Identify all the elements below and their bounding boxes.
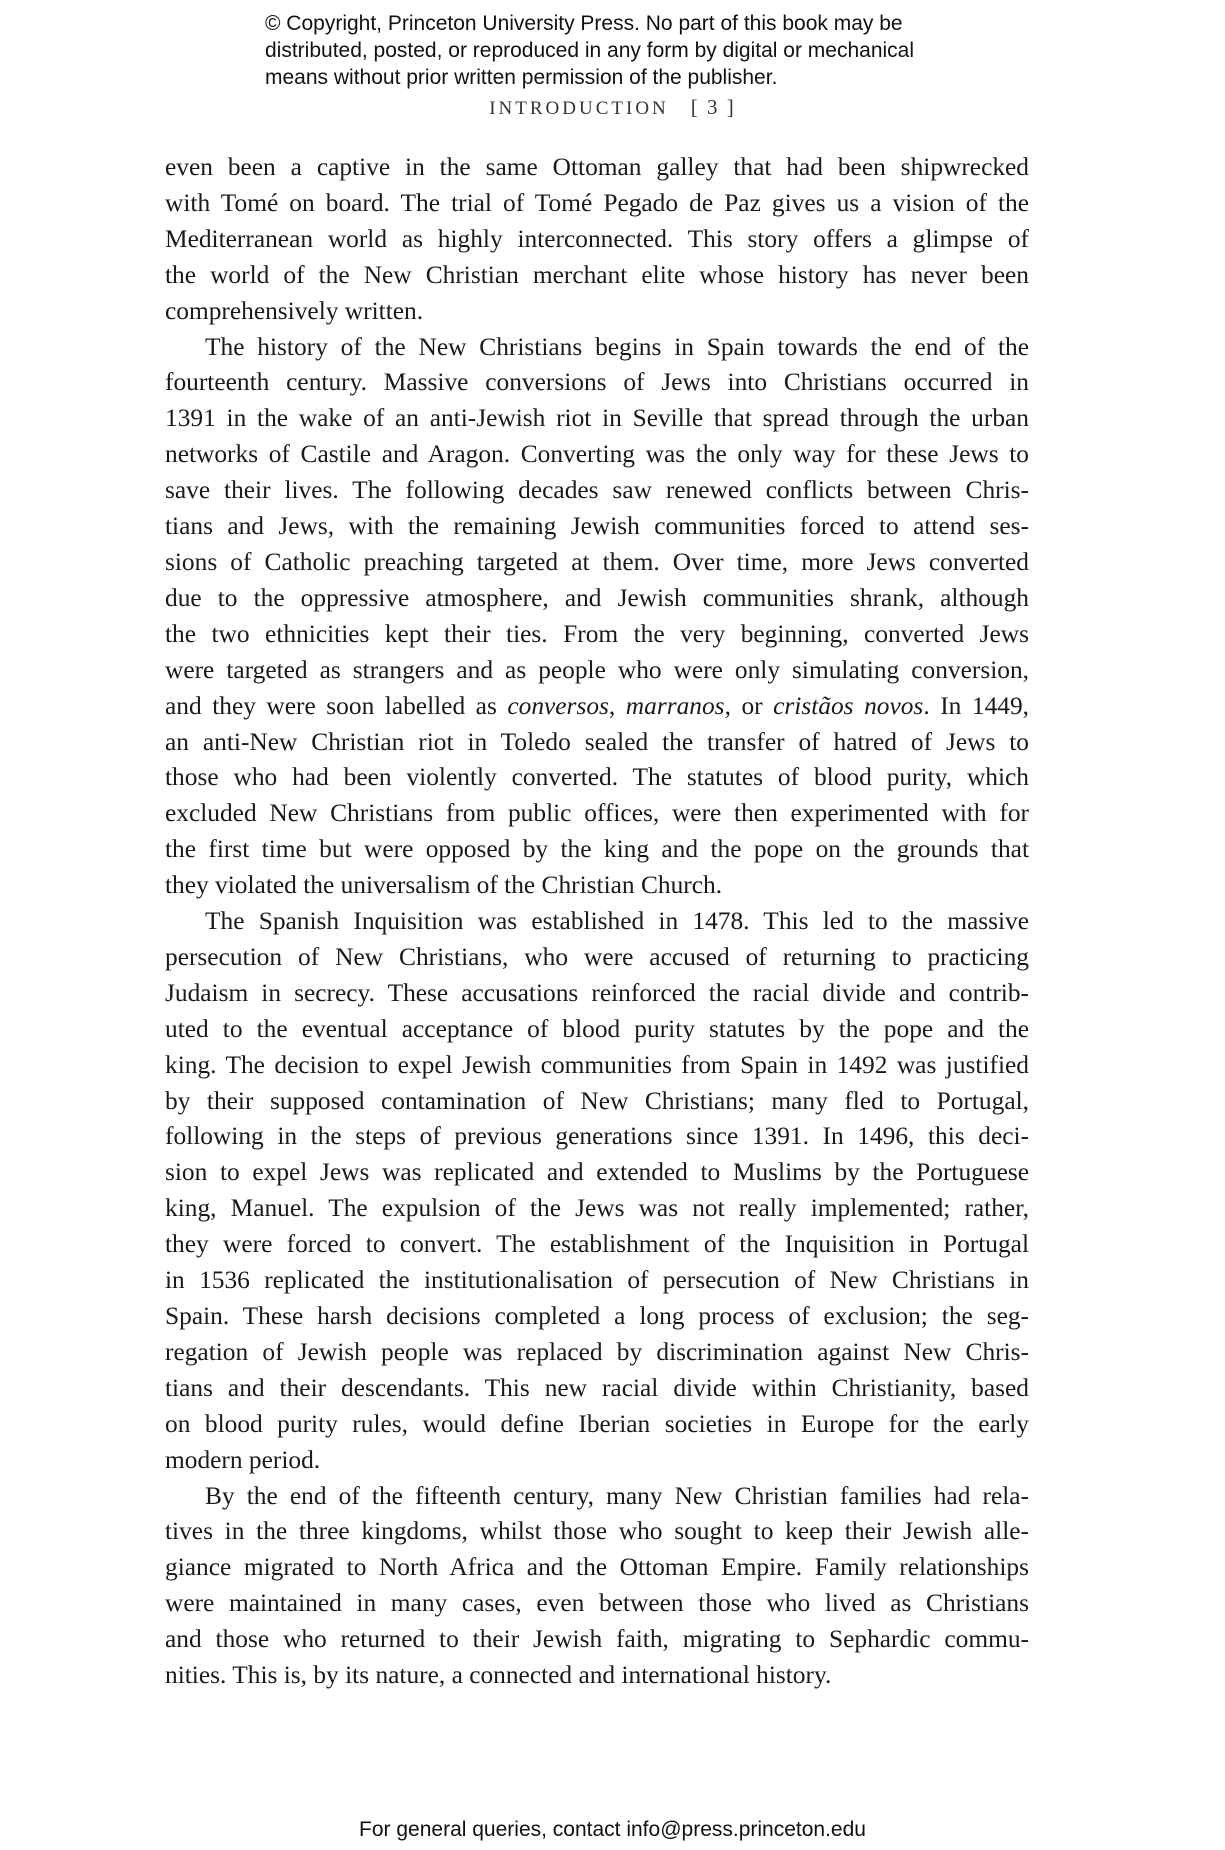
text-line: were maintained in many cases, even between those who lived as Christians: [165, 1589, 1029, 1618]
text-line: networks of Castile and Aragon. Converting was the only way for these Jews to: [165, 440, 1029, 469]
text-line: regation of Jewish people was replaced by discrimination against New Chris-: [165, 1337, 1029, 1366]
paragraph: [165, 150, 1029, 330]
text-line: 1391 in the wake of an anti-Jewish riot in Seville that spread through the urban: [165, 404, 1029, 433]
text-line: due to the oppressive atmosphere, and Jewish communities shrank, although: [165, 583, 1029, 612]
text-line: king, Manuel. The expulsion of the Jews was not really implemented; rather,: [165, 1194, 1029, 1223]
text-line: on blood purity rules, would define Iberian societies in Europe for the early: [165, 1409, 1029, 1438]
copyright-line: © Copyright, Princeton University Press. No part of this book may be: [265, 12, 903, 35]
paragraph: [165, 1479, 1029, 1694]
text-line: Judaism in secrecy. These accusations reinforced the racial divide and contrib-: [165, 978, 1029, 1007]
text-line: those who had been violently converted. The statutes of blood purity, which: [165, 763, 1029, 792]
page-number: [ 3 ]: [690, 95, 736, 119]
body-text: [165, 150, 1029, 1694]
italic-term: conversos: [507, 691, 609, 720]
running-head-section: INTRODUCTION: [489, 98, 669, 119]
text-line: By the end of the fifteenth century, many New Christian families had rela-: [205, 1481, 1029, 1510]
text-line: the two ethnicities kept their ties. From the very beginning, converted Jews: [165, 619, 1029, 648]
text-line: they were forced to convert. The establishment of the Inquisition in Portugal: [165, 1230, 1029, 1259]
text-run: . In 1449,: [923, 691, 1029, 720]
text-line: sions of Catholic preaching targeted at them. Over time, more Jews converted: [165, 547, 1029, 576]
text-line: tians and Jews, with the remaining Jewish communities forced to attend ses-: [165, 512, 1029, 541]
text-line: giance migrated to North Africa and the Ottoman Empire. Family relationships: [165, 1553, 1029, 1582]
text-line: tians and their descendants. This new racial divide within Christianity, based: [165, 1373, 1029, 1402]
paragraph: [165, 904, 1029, 1479]
text-line: modern period.: [165, 1445, 321, 1474]
text-line: fourteenth century. Massive conversions of Jews into Christians occurred in: [165, 368, 1029, 397]
text-line: excluded New Christians from public offices, were then experimented with for: [165, 799, 1029, 828]
text-line: nities. This is, by its nature, a connected and international history.: [165, 1661, 832, 1690]
text-line: by their supposed contamination of New Christians; many fled to Portugal,: [165, 1086, 1029, 1115]
footer-contact: For general queries, contact info@press.princeton.edu: [359, 1818, 866, 1841]
paragraph: [165, 330, 1029, 905]
copyright-line: means without prior written permission of the publisher.: [265, 66, 778, 89]
text-line: they violated the universalism of the Christian Church.: [165, 871, 723, 900]
text-line: persecution of New Christians, who were accused of returning to practicing: [165, 942, 1029, 971]
text-line: were targeted as strangers and as people who were only simulating conversion,: [165, 655, 1029, 684]
text-line: following in the steps of previous generations since 1391. In 1496, this deci-: [165, 1122, 1029, 1151]
text-line: even been a captive in the same Ottoman galley that had been shipwrecked: [165, 153, 1029, 181]
running-head: [0, 95, 1225, 120]
text-line: king. The decision to expel Jewish communities from Spain in 1492 was justified: [165, 1050, 1029, 1079]
text-line: in 1536 replicated the institutionalisation of persecution of New Christians in: [165, 1266, 1029, 1295]
text-line: sion to expel Jews was replicated and extended to Muslims by the Portuguese: [165, 1158, 1029, 1187]
text-line: with Tomé on board. The trial of Tomé Pegado de Paz gives us a vision of the: [165, 188, 1029, 217]
text-line: save their lives. The following decades saw renewed conflicts between Chris-: [165, 476, 1029, 505]
italic-term: cristãos novos: [773, 691, 924, 720]
text-line-italic-terms: [165, 689, 1029, 725]
copyright-notice: [265, 10, 985, 91]
text-line: the world of the New Christian merchant elite whose history has never been: [165, 260, 1029, 289]
text-run: , or: [724, 691, 774, 720]
text-line: The Spanish Inquisition was established in 1478. This led to the massive: [205, 907, 1029, 936]
text-line: The history of the New Christians begins in Spain towards the end of the: [205, 332, 1029, 361]
text-line: an anti-New Christian riot in Toledo sealed the transfer of hatred of Jews to: [165, 727, 1029, 756]
text-line: Mediterranean world as highly interconnected. This story offers a glimpse of: [165, 224, 1029, 253]
italic-term: marranos: [625, 691, 725, 720]
text-line: comprehensively written.: [165, 296, 424, 325]
text-line: uted to the eventual acceptance of blood purity statutes by the pope and the: [165, 1014, 1029, 1043]
text-run: and they were soon labelled as: [165, 691, 508, 720]
text-line: and those who returned to their Jewish faith, migrating to Sephardic commu-: [165, 1625, 1029, 1654]
copyright-line: distributed, posted, or reproduced in any form by digital or mechanical: [265, 39, 915, 62]
text-line: Spain. These harsh decisions completed a long process of exclusion; the seg-: [165, 1302, 1029, 1330]
text-run: ,: [608, 691, 626, 720]
text-line: the first time but were opposed by the king and the pope on the grounds that: [165, 835, 1029, 864]
text-line: tives in the three kingdoms, whilst those who sought to keep their Jewish alle-: [165, 1517, 1029, 1546]
